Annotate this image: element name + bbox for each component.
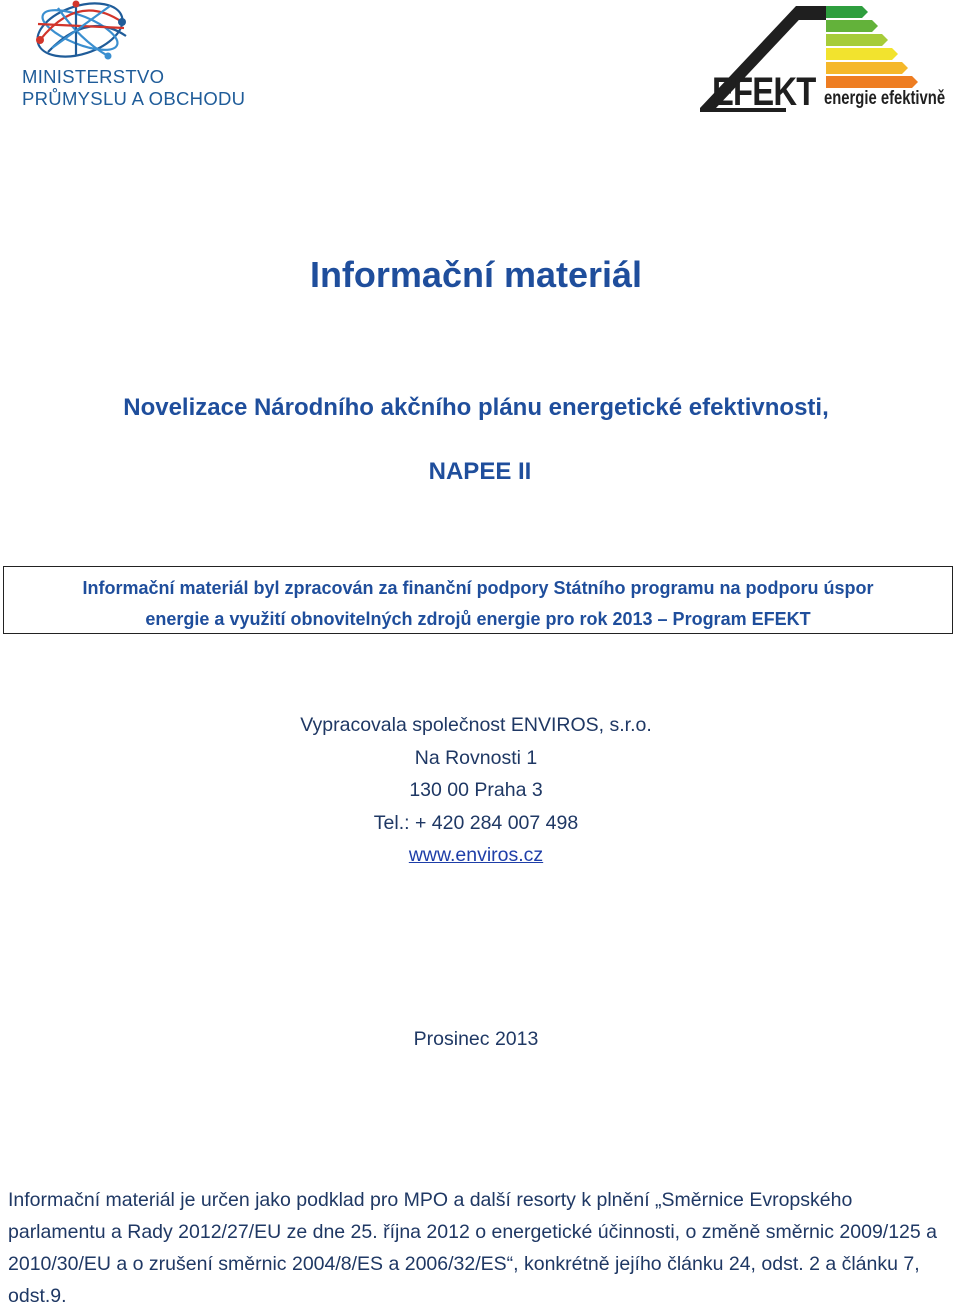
mpo-logo-text: [22, 66, 245, 110]
document-subtitle-code: NAPEE II: [428, 458, 532, 485]
mpo-logo-line1: MINISTERSTVO: [22, 66, 165, 87]
funding-notice-line2: energie a využití obnovitelných zdrojů energie pro rok 2013 – Program EFEKT: [145, 609, 811, 629]
contact-block: [0, 709, 952, 872]
prepared-by: Vypracovala společnost ENVIROS, s.r.o.: [300, 714, 652, 736]
document-title: Informační materiál: [309, 254, 643, 295]
funding-notice-line1: Informační materiál byl zpracován za finanční podpory Státního programu na podporu úspor: [82, 578, 874, 598]
website-link[interactable]: www.enviros.cz: [408, 844, 544, 866]
purpose-paragraph: Informační materiál je určen jako podklad pro MPO a další resorty k plnění „Směrnice Evropského parlamentu a Rady 2012/27/EU ze dne 25. října 2012 o energetické účinnosti, o změně směrnic 2009/125 a 2010/30/EU a o zrušení směrnic 2004/8/ES a 2006/32/ES“, konkrétně jejího článku 24, odst. 2 a článku 7, odst.9.: [8, 1189, 938, 1307]
funding-notice-box: [3, 566, 953, 634]
document-date: Prosinec 2013: [413, 1028, 539, 1050]
efekt-logo-word: EFEKT: [712, 70, 816, 114]
address-city: 130 00 Praha 3: [409, 779, 543, 801]
document-subtitle: Novelizace Národního akčního plánu energetické efektivnosti,: [123, 394, 829, 421]
efekt-logo-tagline: energie efektivně: [824, 88, 946, 109]
address-street: Na Rovnosti 1: [414, 746, 538, 769]
phone-number: Tel.: + 420 284 007 498: [373, 811, 579, 834]
mpo-logo-line2: PRŮMYSLU A OBCHODU: [22, 88, 246, 109]
